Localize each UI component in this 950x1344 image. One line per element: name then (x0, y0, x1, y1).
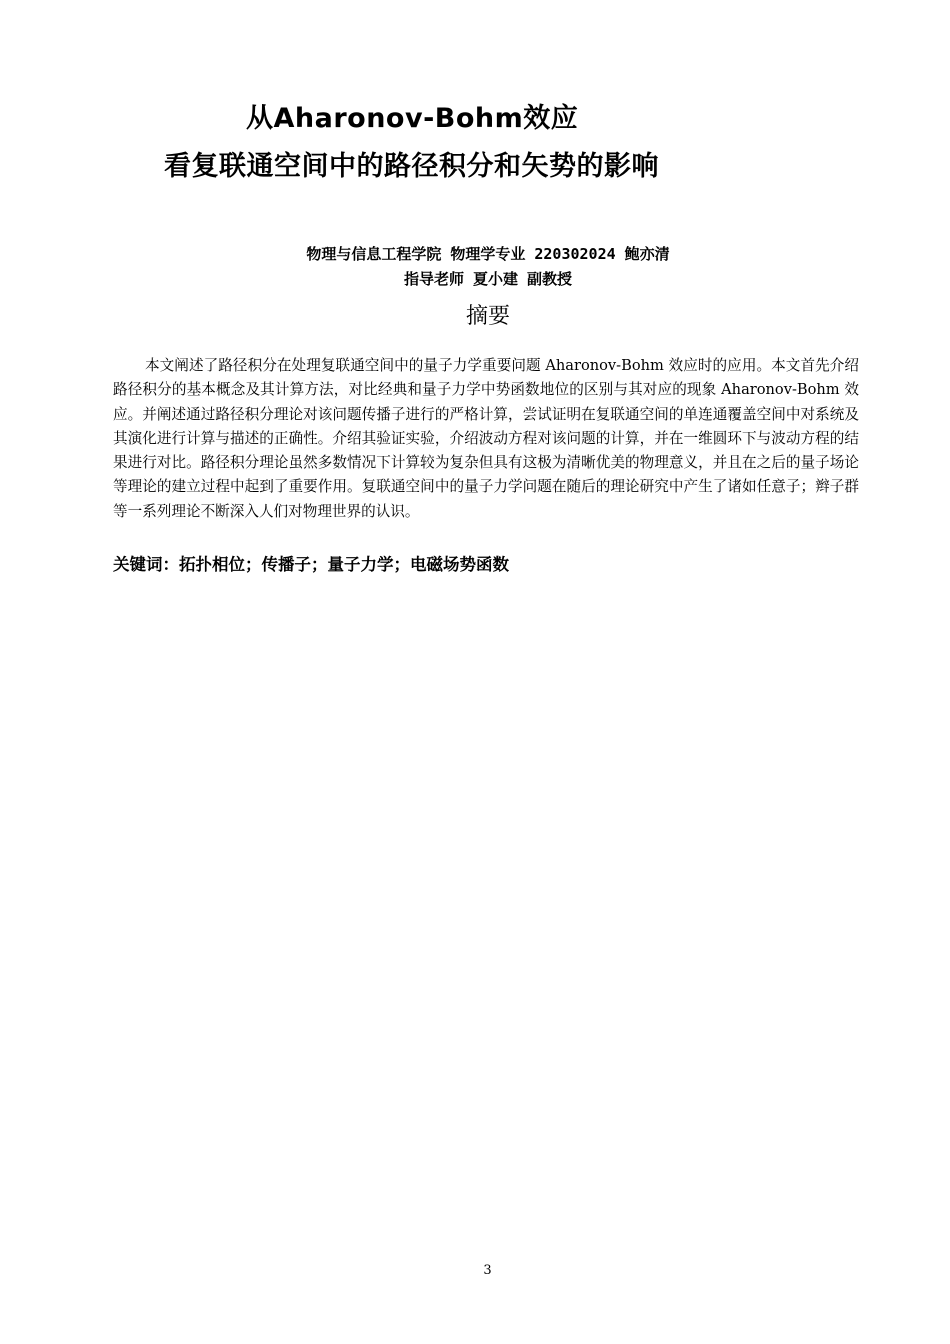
keywords-line: 关键词：拓扑相位；传播子；量子力学；电磁场势函数 (113, 555, 509, 574)
title-line-1: 从Aharonov-Bohm效应 (246, 103, 579, 134)
page-number: 3 (483, 1263, 492, 1278)
abstract-heading: 摘要 (465, 304, 510, 329)
advisor-line: 指导老师 夏小建 副教授 (403, 270, 573, 288)
title-line-2: 看复联通空间中的路径积分和矢势的影响 (164, 151, 659, 182)
author-affiliation: 物理与信息工程学院 物理学专业 220302024 鲍亦清 (306, 245, 670, 263)
abstract-body: 本文阐述了路径积分在处理复联通空间中的量子力学重要问题 Aharonov-Bohm 效应时的应用。本文首先介绍路径积分的基本概念及其计算方法，对比经典和量子力学中势函数地位的区别与其对应的现象 Aharonov-Bohm 效应。并阐述通过路径积分理论对该问题传播子进行的严格计算，尝试证明在复联通空间的单连通覆盖空间中对系统及其演化进行计算与描述的正确性。介绍其验证实验，介绍波动方程对该问题的计算，并在一维圆环下与波动方程的结果进行对比。路径积分理论虽然多数情况下计算较为复杂但具有这极为清晰优美的物理意义，并且在之后的量子场论等理论的建立过程中起到了重要作用。复联通空间中的量子力学问题在随后的理论研究中产生了诸如任意子；辫子群等一系列理论不断深入人们对物理世界的认识。 (113, 357, 859, 520)
